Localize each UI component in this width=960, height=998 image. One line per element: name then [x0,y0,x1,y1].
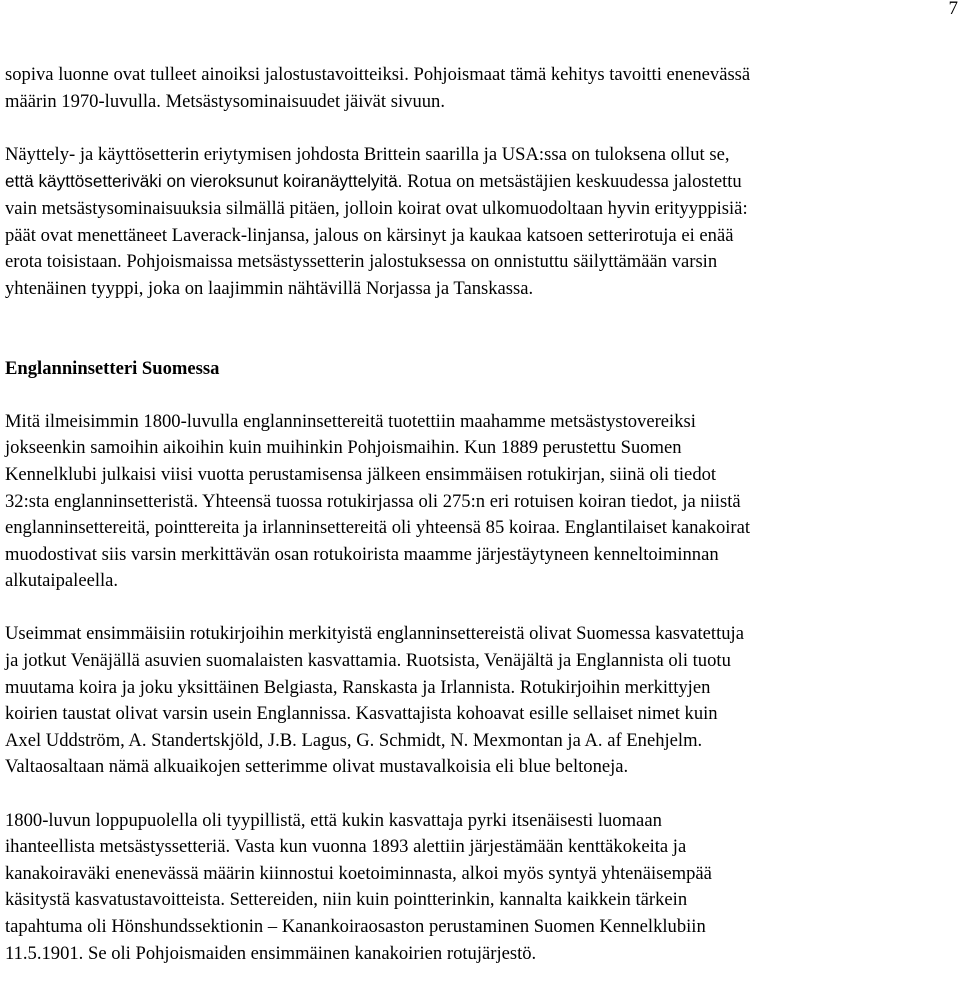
text-line: koirien taustat olivat varsin usein Englannissa. Kasvattajista kohoavat esille sellaiset nimet kuin [5,703,718,725]
text-line: tapahtuma oli Hönshundssektionin – Kanankoiraosaston perustaminen Suomen Kennelklubiin [5,916,706,937]
paragraph-intro [5,62,955,115]
text-line: Axel Uddström, A. Standertskjöld, J.B. Lagus, G. Schmidt, N. Mexmontan ja A. af Enehjelm. [5,729,703,751]
text-line: Valtaosaltaan nämä alkuaikojen setterimme olivat mustavalkoisia eli blue beltoneja. [5,756,629,778]
text-line: alkutaipaleella. [5,570,119,592]
text-line: Kennelklubi julkaisi viisi vuotta perustamisensa jälkeen ensimmäisen rotukirjan, siinä oli tiedot [5,463,717,485]
text-line: käsitystä kasvatustavoitteista. Settereiden, niin kuin pointterinkin, kannalta kaikkein tärkein [5,889,688,911]
paragraph-history [5,409,955,595]
text-line: ihanteellista metsästyssetteriä. Vasta kun vuonna 1893 alettiin järjestämään kenttäkokeita ja [5,836,687,858]
text-line: sopiva luonne ovat tulleet ainoiksi jalostustavoitteiksi. Pohjoismaat tämä kehitys tavoitti enenevässä [5,64,751,85]
text-line: Näyttely- ja käyttösetterin eriytymisen johdosta Brittein saarilla ja USA:ssa on tuloksena ollut se, [5,143,730,165]
paragraph-breeding-goals [5,808,955,968]
text-line: vain metsästysominaisuuksia silmällä pitäen, jolloin koirat ovat ulkomuodoltaan hyvin erityyppisiä: [5,197,748,219]
section-heading: Englanninsetteri Suomessa [5,357,220,379]
text-line: Mitä ilmeisimmin 1800-luvulla englanninsettereitä tuotettiin maahamme metsästystovereiksi [5,410,696,432]
text-line: muodostivat siis varsin merkittävän osan rotukoirista maamme järjestäytyneen kenneltoiminnan [5,543,719,565]
spacer [5,329,955,356]
text-line: yhtenäinen tyyppi, joka on laajimmin nähtävillä Norjassa ja Tanskassa. [5,277,534,299]
paragraph-breed-divergence [5,142,955,303]
text-line: päät ovat menettäneet Laverack-linjansa, jalous on kärsinyt ja kaukaa katsoen setterirotuja ei enää [5,224,734,246]
text-line: erota toisistaan. Pohjoismaissa metsästyssetterin jalostuksessa on onnistuttu säilyttämään varsin [5,251,718,273]
text-line: jokseenkin samoihin aikoihin kuin muihinkin Pohjoismaihin. Kun 1889 perustettu Suomen [5,437,682,459]
text-line: 1800-luvun loppupuolella oli tyypillistä, että kukin kasvattaja pyrki itsenäisesti luomaan [5,809,662,831]
text-line: 11.5.1901. Se oli Pohjoismaiden ensimmäinen kanakoirien rotujärjestö. [5,942,537,964]
text-line: Useimmat ensimmäisiin rotukirjoihin merkityistä englanninsettereistä olivat Suomessa kasvatettuja [5,623,744,645]
document-body [5,62,955,994]
text-line: ja jotkut Venäjällä asuvien suomalaisten kasvattamia. Ruotsista, Venäjältä ja Englannista oli tuotu [5,650,731,672]
text-line: kanakoiraväki enenevässä määrin kiinnostui koetoiminnasta, alkoi myös syntyä yhtenäisempää [5,862,712,884]
text-segment-sans: että käyttösetteriväki on vieroksunut koiranäyttelyitä. [5,171,403,192]
text-segment-serif: Rotua on metsästäjien keskuudessa jalostettu [402,171,742,193]
text-line: 32:sta englanninsetteristä. Yhteensä tuossa rotukirjassa oli 275:n eri rotuisen koiran tiedot, ja niistä [5,490,741,512]
page-number: 7 [948,0,958,19]
text-line: englanninsettereitä, pointtereita ja irlanninsettereitä oli yhteensä 85 koiraa. Englantilaiset kanakoirat [5,517,751,539]
text-line-mixed [5,168,955,196]
text-line: muutama koira ja joku yksittäinen Belgiasta, Ranskasta ja Irlannista. Rotukirjoihin merkittyjen [5,676,711,698]
text-line: määrin 1970-luvulla. Metsästysominaisuudet jäivät sivuun. [5,90,445,112]
paragraph-studbooks [5,621,955,781]
